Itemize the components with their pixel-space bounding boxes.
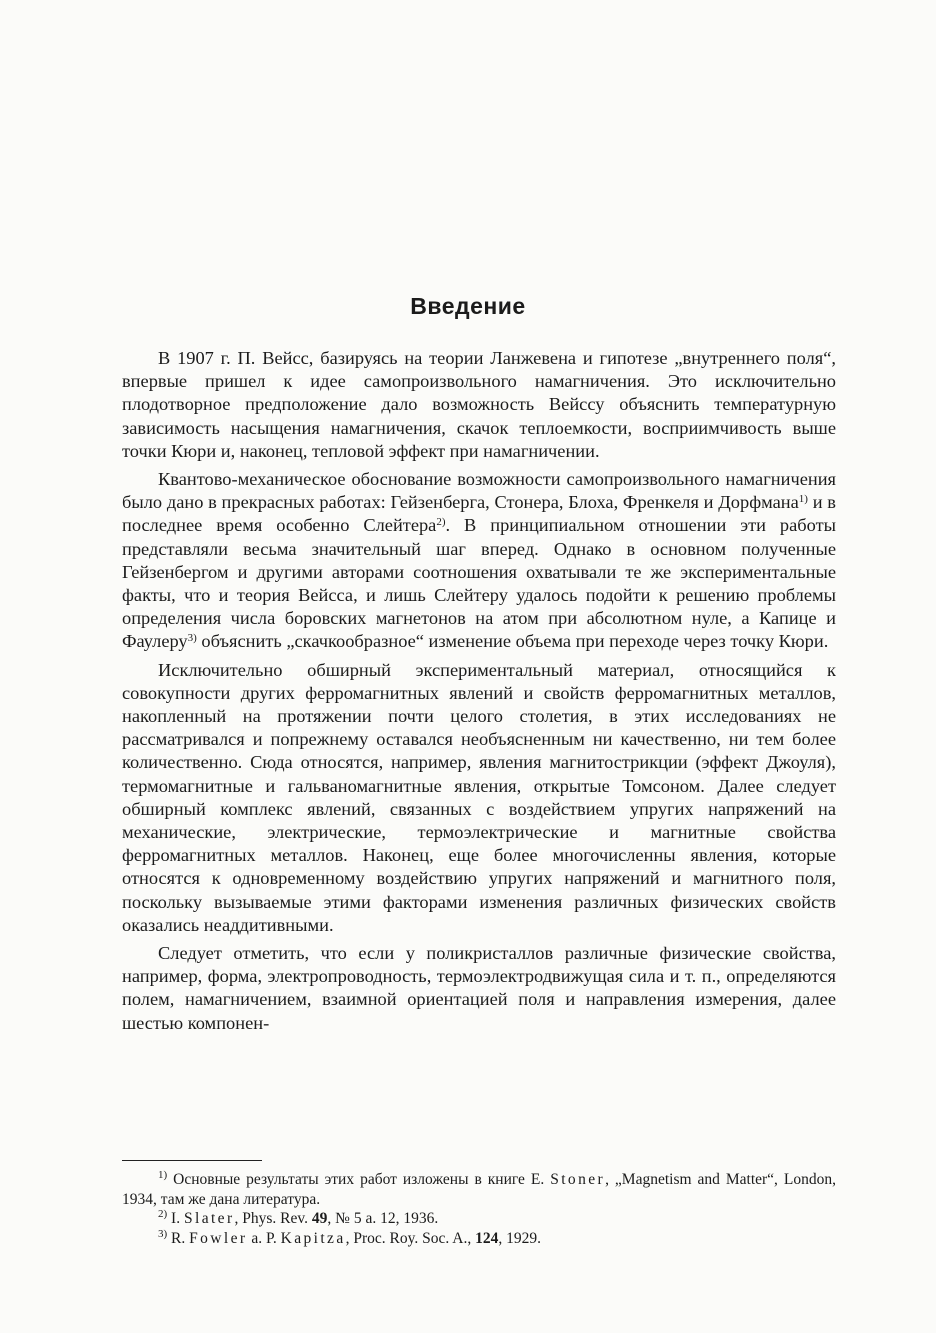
- footnote-3-text-a: R.: [167, 1229, 190, 1247]
- footnote-3-author-2: Kapitza: [280, 1229, 346, 1247]
- footnote-3-mark: 3): [158, 1227, 168, 1240]
- body-text: [122, 347, 836, 1040]
- paragraph-2-text-a: Квантово-механическое обоснование возможности самопроизвольного намагничения было дано в прекрасных работах: Гейзенберга, Стонера, Блоха, Френкеля и Дорфмана: [122, 469, 836, 513]
- footnote-1-author: Stoner: [550, 1171, 606, 1188]
- paragraph-2-text-c: . В принципиальном отношении эти работы представляли весьма значительный шаг вперед. Однако в основном полученные Гейзенбергом и другими авторами соотношения охватывали те же экспериментальные факты, что и теория Вейсса, и лишь Слейтеру удалось подойти к решению проблемы определения числа боровских магнетонов на атом при абсолютном нуле, а Капице и Фаулеру: [122, 515, 836, 652]
- paragraph-1: В 1907 г. П. Вейсс, базируясь на теории Ланжевена и гипотезе „внутреннего поля“, впервые пришел к идее самопроизвольного намагничения. Это исключительно плодотворное предположение дало возможность Вейссу объяснить температурную зависимость насыщения намагничения, скачок теплоемкости, восприимчивость выше точки Кюри и, наконец, тепловой эффект при намагничении.: [122, 348, 836, 461]
- footnote-1-text-b: , „Magnetism and Matter“, London, 1934, там же дана литература.: [122, 1171, 836, 1208]
- paragraph-4: Следует отметить, что если у поликристаллов различные физические свойства, например, форма, электропроводность, термоэлектродвижущая сила и т. п., определяются полем, намагничением, взаимной ориентацией поля и направления измерения, далее шестью компонен-: [122, 943, 836, 1033]
- footnote-1-mark: 1): [158, 1169, 168, 1181]
- footnote-3-text-c: , Proc. Roy. Soc. A.,: [345, 1229, 476, 1247]
- footnote-2: [122, 1209, 836, 1229]
- paragraph-2-text-d: объяснить „скачкообразное“ изменение объема при переходе через точку Кюри.: [196, 631, 829, 652]
- paragraph-2-text-b: и в последнее время особенно Слейтера: [122, 492, 836, 536]
- footnotes: [122, 1170, 836, 1248]
- footnote-2-author: Slater: [183, 1210, 235, 1227]
- footnote-2-text-c: , № 5 a. 12, 1936.: [327, 1210, 439, 1227]
- footnote-2-volume: 49: [311, 1210, 328, 1227]
- footnote-2-text-a: I.: [167, 1210, 184, 1227]
- footnote-2-mark: 2): [158, 1208, 168, 1220]
- footnote-ref-1: 1): [798, 493, 808, 506]
- footnote-3-author-1: Fowler: [189, 1229, 248, 1247]
- footnote-3: [122, 1229, 836, 1249]
- footnote-3-volume: 124: [475, 1229, 499, 1247]
- footnote-1: [122, 1170, 836, 1209]
- footnote-3-text-b: a. P.: [247, 1229, 281, 1247]
- footnote-3-text-d: , 1929.: [498, 1229, 541, 1247]
- paragraph-2: [122, 468, 836, 654]
- footnote-ref-3: 3): [187, 632, 197, 645]
- footnote-separator: [122, 1160, 262, 1161]
- paragraph-3: Исключительно обширный экспериментальный материал, относящийся к совокупности других ферромагнитных явлений и свойств ферромагнитных металлов, накопленный на протяжении почти целого столетия, в этих исследованиях не рассматривался и попрежнему оставался необъясненным ни качественно, ни тем более количественно. Сюда относятся, например, явления магнитострикции (эффект Джоуля), термомагнитные и гальваномагнитные явления, открытые Томсоном. Далее следует обширный комплекс явлений, связанных с воздействием упругих напряжений на механические, электрические, термоэлектрические и магнитные свойства ферромагнитных металлов. Наконец, еще более многочисленны явления, которые относятся к одновременному воздействию упругих напряжений и магнитного поля, поскольку вызываемые этими факторами изменения различных физических свойств оказались неаддитивными.: [122, 659, 836, 935]
- footnote-1-text-a: Основные результаты этих работ изложены в книге E.: [167, 1171, 551, 1188]
- footnote-2-text-b: , Phys. Rev.: [234, 1210, 312, 1227]
- footnote-ref-2: 2): [436, 516, 446, 529]
- chapter-title: Введение: [410, 293, 526, 319]
